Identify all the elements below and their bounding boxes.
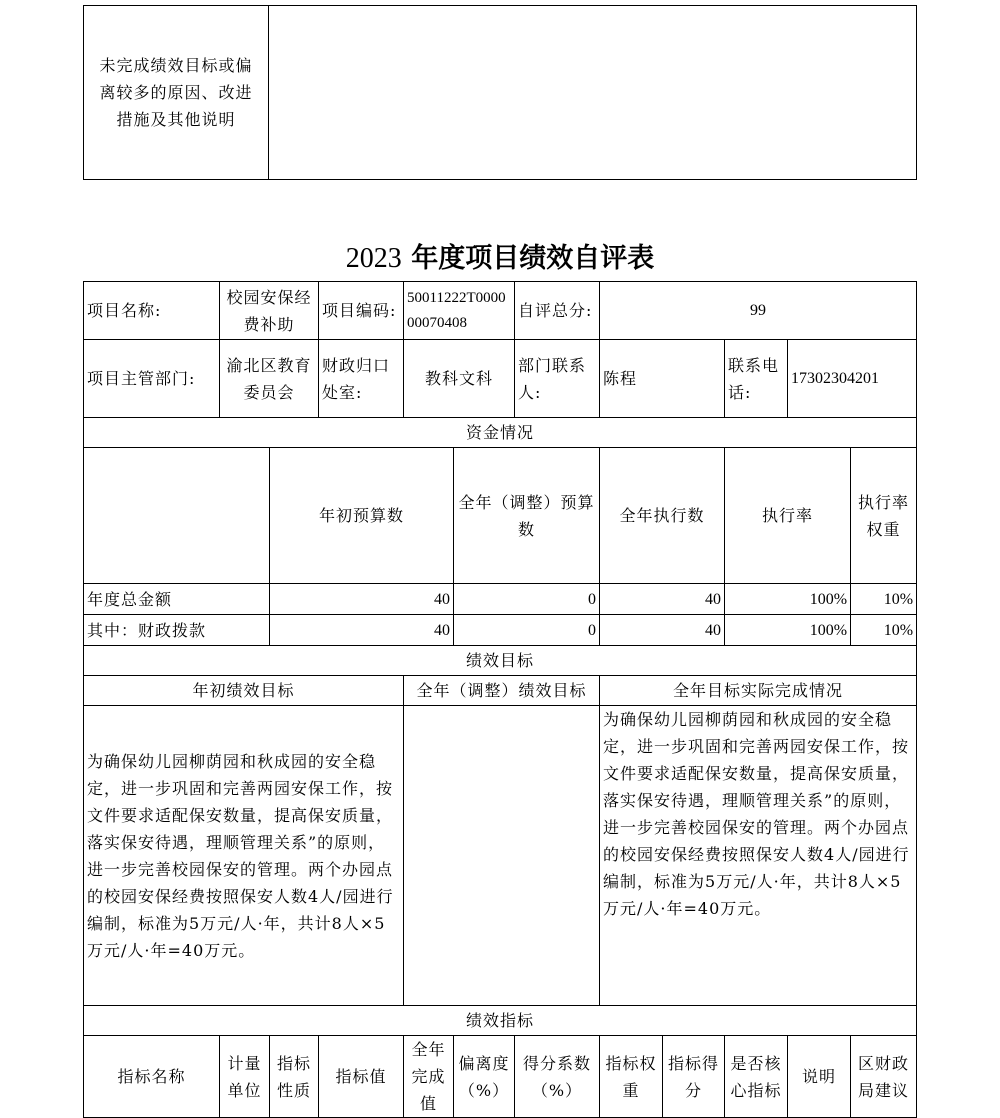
form-title-year: 2023 <box>345 243 402 274</box>
ind-header-weight: 指标权重 <box>600 1036 663 1118</box>
funds-cell-executed: 40 <box>600 615 725 646</box>
phone-value: 17302304201 <box>788 340 917 418</box>
funds-header-rate: 执行率 <box>725 448 851 584</box>
form-title-text: 年度项目绩效自评表 <box>411 243 655 274</box>
ind-header-core: 是否核心指标 <box>725 1036 788 1118</box>
phone-label: 联系电话: <box>725 340 788 418</box>
ind-header-unit: 计量单位 <box>220 1036 270 1118</box>
finance-office-value: 教科文科 <box>404 340 515 418</box>
remarks-content <box>269 6 917 180</box>
funds-cell-rate: 100% <box>725 584 851 615</box>
project-name-label: 项目名称: <box>84 282 220 340</box>
project-code-label: 项目编码: <box>319 282 404 340</box>
ind-header-note: 说明 <box>788 1036 851 1118</box>
goals-initial-text: 为确保幼儿园柳荫园和秋成园的安全稳定，进一步巩固和完善两园安保工作，按文件要求适配保安数量，提高保安质量，落实保安待遇，理顺管理关系”的原则，进一步完善校园保安的管理。两个办园点的校园安保经费按照保安人数4人/园进行编制，标准为5万元/人·年，共计8人×5万元/人·年=40万元。 <box>84 706 404 1006</box>
funds-cell-weight: 10% <box>851 615 917 646</box>
goals-adjusted-text <box>404 706 600 1006</box>
funds-row-label: 年度总金额 <box>84 584 270 615</box>
project-code-value: 50011222T000000070408 <box>404 282 515 340</box>
goals-header-actual: 全年目标实际完成情况 <box>600 676 917 706</box>
form-title <box>0 236 1000 275</box>
ind-header-nature: 指标性质 <box>270 1036 319 1118</box>
ind-header-value: 指标值 <box>319 1036 404 1118</box>
self-score-value: 99 <box>600 282 917 340</box>
funds-header-blank <box>84 448 270 584</box>
funds-header-rate-weight: 执行率权重 <box>851 448 917 584</box>
ind-header-name: 指标名称 <box>84 1036 220 1118</box>
contact-value: 陈程 <box>600 340 725 418</box>
remarks-label: 未完成绩效目标或偏离较多的原因、改进措施及其他说明 <box>84 6 269 180</box>
finance-office-label: 财政归口处室: <box>319 340 404 418</box>
goals-actual-text: 为确保幼儿园柳荫园和秋成园的安全稳定，进一步巩固和完善两园安保工作，按文件要求适配保安数量，提高保安质量，落实保安待遇，理顺管理关系”的原则，进一步完善校园保安的管理。两个办园点的校园安保经费按照保安人数4人/园进行编制，标准为5万元/人·年，共计8人×5万元/人·年=40万元。 <box>600 706 917 1006</box>
funds-header-adjusted-budget: 全年（调整）预算数 <box>454 448 600 584</box>
funds-cell-initial: 40 <box>270 615 454 646</box>
project-name-value: 校园安保经费补助 <box>220 282 319 340</box>
funds-cell-executed: 40 <box>600 584 725 615</box>
indicators-section-title: 绩效指标 <box>84 1006 917 1036</box>
funds-header-executed: 全年执行数 <box>600 448 725 584</box>
table-row <box>84 584 917 615</box>
ind-header-actual: 全年完成值 <box>404 1036 454 1118</box>
contact-label: 部门联系人: <box>515 340 600 418</box>
goals-header-initial: 年初绩效目标 <box>84 676 404 706</box>
ind-header-deviation: 偏离度（%） <box>454 1036 515 1118</box>
ind-header-advice: 区财政局建议 <box>851 1036 917 1118</box>
ind-header-coefficient: 得分系数（%） <box>515 1036 600 1118</box>
funds-cell-initial: 40 <box>270 584 454 615</box>
ind-header-score: 指标得分 <box>663 1036 725 1118</box>
funds-cell-weight: 10% <box>851 584 917 615</box>
goals-section-title: 绩效目标 <box>84 646 917 676</box>
dept-value: 渝北区教育委员会 <box>220 340 319 418</box>
self-score-label: 自评总分: <box>515 282 600 340</box>
remarks-table <box>83 5 917 180</box>
funds-row-label: 其中：财政拨款 <box>84 615 270 646</box>
table-row <box>84 615 917 646</box>
funds-cell-adjusted: 0 <box>454 584 600 615</box>
goals-header-adjusted: 全年（调整）绩效目标 <box>404 676 600 706</box>
evaluation-table <box>83 281 917 1118</box>
funds-header-initial-budget: 年初预算数 <box>270 448 454 584</box>
dept-label: 项目主管部门: <box>84 340 220 418</box>
funds-cell-rate: 100% <box>725 615 851 646</box>
funds-section-title: 资金情况 <box>84 418 917 448</box>
funds-cell-adjusted: 0 <box>454 615 600 646</box>
